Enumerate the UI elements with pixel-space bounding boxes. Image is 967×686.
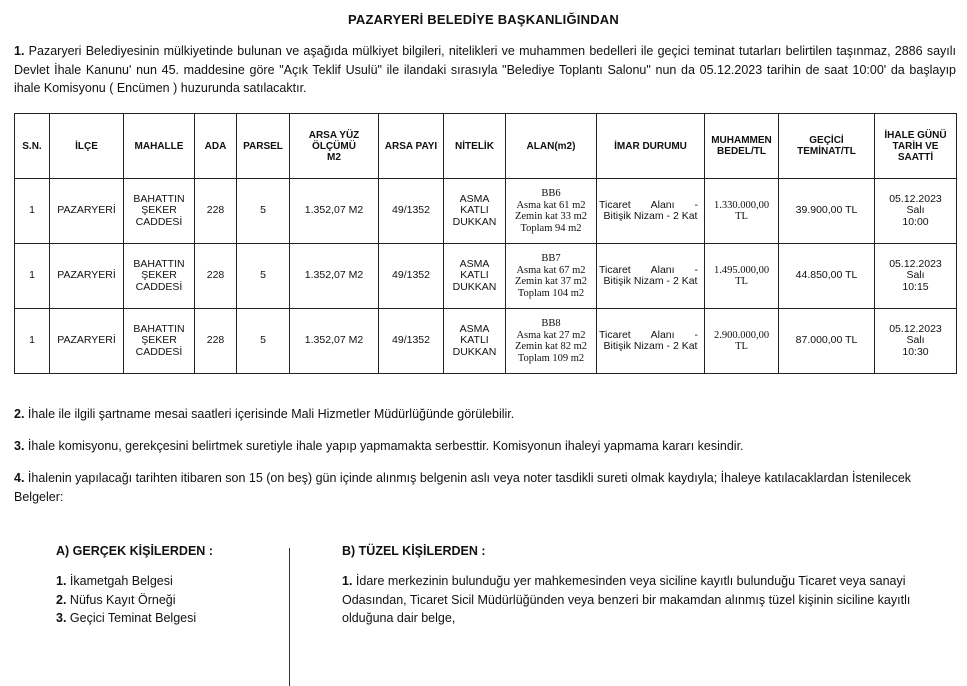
section-gercek-kisiler: [56, 544, 286, 628]
cell-ilce: PAZARYERİ: [50, 309, 124, 374]
mahalle-line3: CADDESİ: [135, 215, 183, 228]
imar-word-ticaret: Ticaret: [599, 198, 631, 211]
table-header-row: [15, 114, 957, 179]
mahalle-line3: CADDESİ: [135, 345, 183, 358]
ihale-gun: Salı: [906, 204, 925, 217]
header-ihale-line3: SAATTİ: [897, 151, 934, 163]
mahalle-line2: ŞEKER: [141, 269, 177, 282]
cell-imar: [597, 179, 705, 244]
mahalle-line3: CADDESİ: [135, 280, 183, 293]
cell-sn: 1: [15, 309, 50, 374]
nitelik-line2: KATLI: [460, 269, 489, 282]
alan-bb: BB7: [541, 253, 561, 264]
cell-arsa-payi: 49/1352: [379, 309, 444, 374]
list-item: [56, 609, 286, 628]
cell-bedel: 1.495.000,00 TL: [705, 244, 779, 309]
header-alan: ALAN(m2): [506, 114, 597, 179]
paragraph-4-number: 4.: [14, 471, 25, 485]
list-item-number: 2.: [56, 592, 67, 607]
list-item-text: İkametgah Belgesi: [66, 574, 173, 588]
header-nitelik: NİTELİK: [444, 114, 506, 179]
cell-sn: 1: [15, 244, 50, 309]
alan-toplam: Toplam 104 m2: [517, 287, 585, 299]
cell-ihale: [875, 309, 957, 374]
alan-zemin: Zemin kat 33 m2: [514, 211, 588, 222]
mahalle-line1: BAHATTIN: [133, 257, 185, 270]
cell-parsel: 5: [237, 244, 290, 309]
paragraph-3-text: İhale komisyonu, gerekçesini belirtmek suretiyle ihale yapıp yapmamakta serbesttir. Komisyonun ihaleyi yapmama kararı kesindir.: [24, 439, 744, 453]
paragraph-4-text: İhalenin yapılacağı tarihten itibaren son 15 (on beş) gün içinde alınmış belgenin aslı veya noter tasdikli sureti olmak kaydıyla; İhaleye katılacaklardan İstenilecek Belgeler:: [14, 471, 912, 504]
table-row: [15, 179, 957, 244]
header-ihale: [875, 114, 957, 179]
ihale-saat: 10:30: [902, 345, 929, 358]
header-mahalle: MAHALLE: [124, 114, 195, 179]
cell-arsa-yuz: 1.352,07 M2: [290, 179, 379, 244]
document-title: PAZARYERİ BELEDİYE BAŞKANLIĞINDAN: [348, 12, 619, 27]
imar-word-dash: -: [694, 263, 698, 276]
list-item-number: 1.: [56, 574, 67, 588]
intro-paragraph: [14, 42, 956, 98]
intro-number: 1.: [14, 44, 25, 58]
nitelik-line3: DUKKAN: [452, 280, 497, 293]
section-a-heading: A) GERÇEK KİŞİLERDEN :: [56, 544, 213, 558]
header-ada: ADA: [195, 114, 237, 179]
header-bedel-line2: BEDEL/TL: [717, 146, 766, 157]
ihale-gun: Salı: [906, 269, 925, 282]
header-ihale-line2: TARİH VE: [892, 140, 939, 152]
ihale-tarih: 05.12.2023: [889, 322, 942, 335]
cell-alan: [506, 179, 597, 244]
nitelik-line1: ASMA: [459, 192, 490, 205]
cell-alan: [506, 244, 597, 309]
paragraph-3: [14, 437, 956, 456]
alan-bb: BB6: [541, 188, 561, 199]
imar-word-alani: Alanı: [650, 328, 675, 341]
imar-line2: Bitişik Nizam - 2 Kat: [603, 340, 698, 352]
cell-imar: [597, 309, 705, 374]
header-bedel: [705, 114, 779, 179]
cell-mahalle: [124, 244, 195, 309]
header-teminat-line2: TEMİNAT/TL: [797, 146, 856, 157]
section-tuzel-kisiler: [342, 544, 942, 628]
header-teminat-line1: GEÇİCİ: [809, 135, 844, 146]
intro-text: Pazaryeri Belediyesinin mülkiyetinde bulunan ve aşağıda mülkiyet bilgileri, nitelikleri ve muhammen bedelleri ile geçici teminat tutarları belirtilen taşınmaz, 2886 sayılı Devlet İhale Kanunu' nun 45. maddesine göre "Açık Teklif Usulü" ile ilandaki sırasıyla "Belediye Toplantı Salonu" nun da 05.12.2023 tarihin de saat 10:00' da başlayıp ihale Komisyonu ( Encümen ) huzurunda satılacaktır.: [14, 44, 956, 95]
nitelik-line3: DUKKAN: [452, 215, 497, 228]
list-item-text: Geçici Teminat Belgesi: [66, 611, 197, 625]
cell-arsa-yuz: 1.352,07 M2: [290, 309, 379, 374]
cell-ilce: PAZARYERİ: [50, 244, 124, 309]
header-arsa-yuz-line1: ARSA YÜZ: [308, 129, 360, 141]
mahalle-line2: ŞEKER: [141, 204, 177, 217]
list-item-text: Nüfus Kayıt Örneği: [66, 592, 176, 607]
list-item: [56, 572, 286, 591]
imar-word-alani: Alanı: [650, 263, 675, 276]
header-ilce: İLÇE: [50, 114, 124, 179]
cell-nitelik: [444, 309, 506, 374]
imar-word-dash: -: [694, 328, 698, 341]
mahalle-line1: BAHATTIN: [133, 322, 185, 335]
imar-line2: Bitişik Nizam - 2 Kat: [603, 210, 698, 222]
paragraph-4: [14, 469, 956, 506]
paragraph-2-text: İhale ile ilgili şartname mesai saatleri içerisinde Mali Hizmetler Müdürlüğünde görülebilir.: [24, 407, 515, 421]
alan-toplam: Toplam 94 m2: [520, 222, 582, 234]
alan-asma: Asma kat 61 m2: [516, 199, 586, 211]
imar-word-dash: -: [694, 198, 698, 211]
cell-ada: 228: [195, 309, 237, 374]
table-row: [15, 244, 957, 309]
cell-ada: 228: [195, 244, 237, 309]
header-parsel: PARSEL: [237, 114, 290, 179]
column-divider: [289, 548, 290, 686]
nitelik-line1: ASMA: [459, 257, 490, 270]
cell-bedel: 2.900.000,00 TL: [705, 309, 779, 374]
imar-word-ticaret: Ticaret: [599, 263, 631, 276]
alan-bb: BB8: [541, 318, 561, 329]
cell-sn: 1: [15, 179, 50, 244]
ihale-gun: Salı: [906, 334, 925, 347]
section-b-heading: B) TÜZEL KİŞİLERDEN :: [342, 544, 486, 558]
alan-asma: Asma kat 67 m2: [516, 264, 586, 276]
cell-ada: 228: [195, 179, 237, 244]
cell-ihale: [875, 244, 957, 309]
list-item: [342, 572, 942, 628]
header-ihale-line1: İHALE GÜNÜ: [884, 129, 947, 141]
cell-bedel: 1.330.000,00 TL: [705, 179, 779, 244]
cell-teminat: 39.900,00 TL: [779, 179, 875, 244]
list-item: [56, 591, 286, 610]
auction-table: [14, 113, 957, 374]
header-sn: S.N.: [15, 114, 50, 179]
cell-parsel: 5: [237, 179, 290, 244]
cell-alan: [506, 309, 597, 374]
paragraph-2-number: 2.: [14, 407, 25, 421]
cell-arsa-yuz: 1.352,07 M2: [290, 244, 379, 309]
ihale-saat: 10:15: [902, 280, 929, 293]
header-imar: İMAR DURUMU: [597, 114, 705, 179]
alan-toplam: Toplam 109 m2: [517, 352, 585, 364]
header-bedel-line1: MUHAMMEN: [711, 135, 772, 146]
imar-line2: Bitişik Nizam - 2 Kat: [603, 275, 698, 287]
alan-zemin: Zemin kat 82 m2: [514, 341, 588, 352]
cell-ihale: [875, 179, 957, 244]
header-arsa-yuz: [290, 114, 379, 179]
cell-mahalle: [124, 309, 195, 374]
cell-imar: [597, 244, 705, 309]
alan-asma: Asma kat 27 m2: [516, 329, 586, 341]
cell-arsa-payi: 49/1352: [379, 244, 444, 309]
ihale-tarih: 05.12.2023: [889, 192, 942, 205]
nitelik-line2: KATLI: [460, 204, 489, 217]
alan-zemin: Zemin kat 37 m2: [514, 276, 588, 287]
list-item-number: 1.: [342, 574, 353, 588]
cell-arsa-payi: 49/1352: [379, 179, 444, 244]
imar-word-ticaret: Ticaret: [599, 328, 631, 341]
mahalle-line2: ŞEKER: [141, 334, 177, 347]
list-item-text: İdare merkezinin bulunduğu yer mahkemesinden veya siciline kayıtlı bulunduğu Ticaret veya sanayi Odasından, Ticaret Sicil Müdürlüğünden veya benzeri bir makamdan alınmış tüzel kişinin siciline kayıtlı olduğuna dair belge,: [342, 574, 911, 625]
header-teminat: [779, 114, 875, 179]
imar-word-alani: Alanı: [650, 198, 675, 211]
cell-parsel: 5: [237, 309, 290, 374]
ihale-tarih: 05.12.2023: [889, 257, 942, 270]
nitelik-line1: ASMA: [459, 322, 490, 335]
mahalle-line1: BAHATTIN: [133, 192, 185, 205]
cell-teminat: 87.000,00 TL: [779, 309, 875, 374]
paragraph-2: [14, 405, 956, 424]
table-row: [15, 309, 957, 374]
list-item-number: 3.: [56, 611, 67, 625]
header-arsa-payi: ARSA PAYI: [379, 114, 444, 179]
cell-teminat: 44.850,00 TL: [779, 244, 875, 309]
cell-mahalle: [124, 179, 195, 244]
cell-nitelik: [444, 244, 506, 309]
header-arsa-yuz-line2: ÖLÇÜMÜ: [312, 140, 356, 152]
cell-ilce: PAZARYERİ: [50, 179, 124, 244]
paragraph-3-number: 3.: [14, 439, 25, 453]
ihale-saat: 10:00: [902, 215, 929, 228]
header-arsa-yuz-line3: M2: [327, 151, 341, 163]
cell-nitelik: [444, 179, 506, 244]
nitelik-line3: DUKKAN: [452, 345, 497, 358]
nitelik-line2: KATLI: [460, 334, 489, 347]
